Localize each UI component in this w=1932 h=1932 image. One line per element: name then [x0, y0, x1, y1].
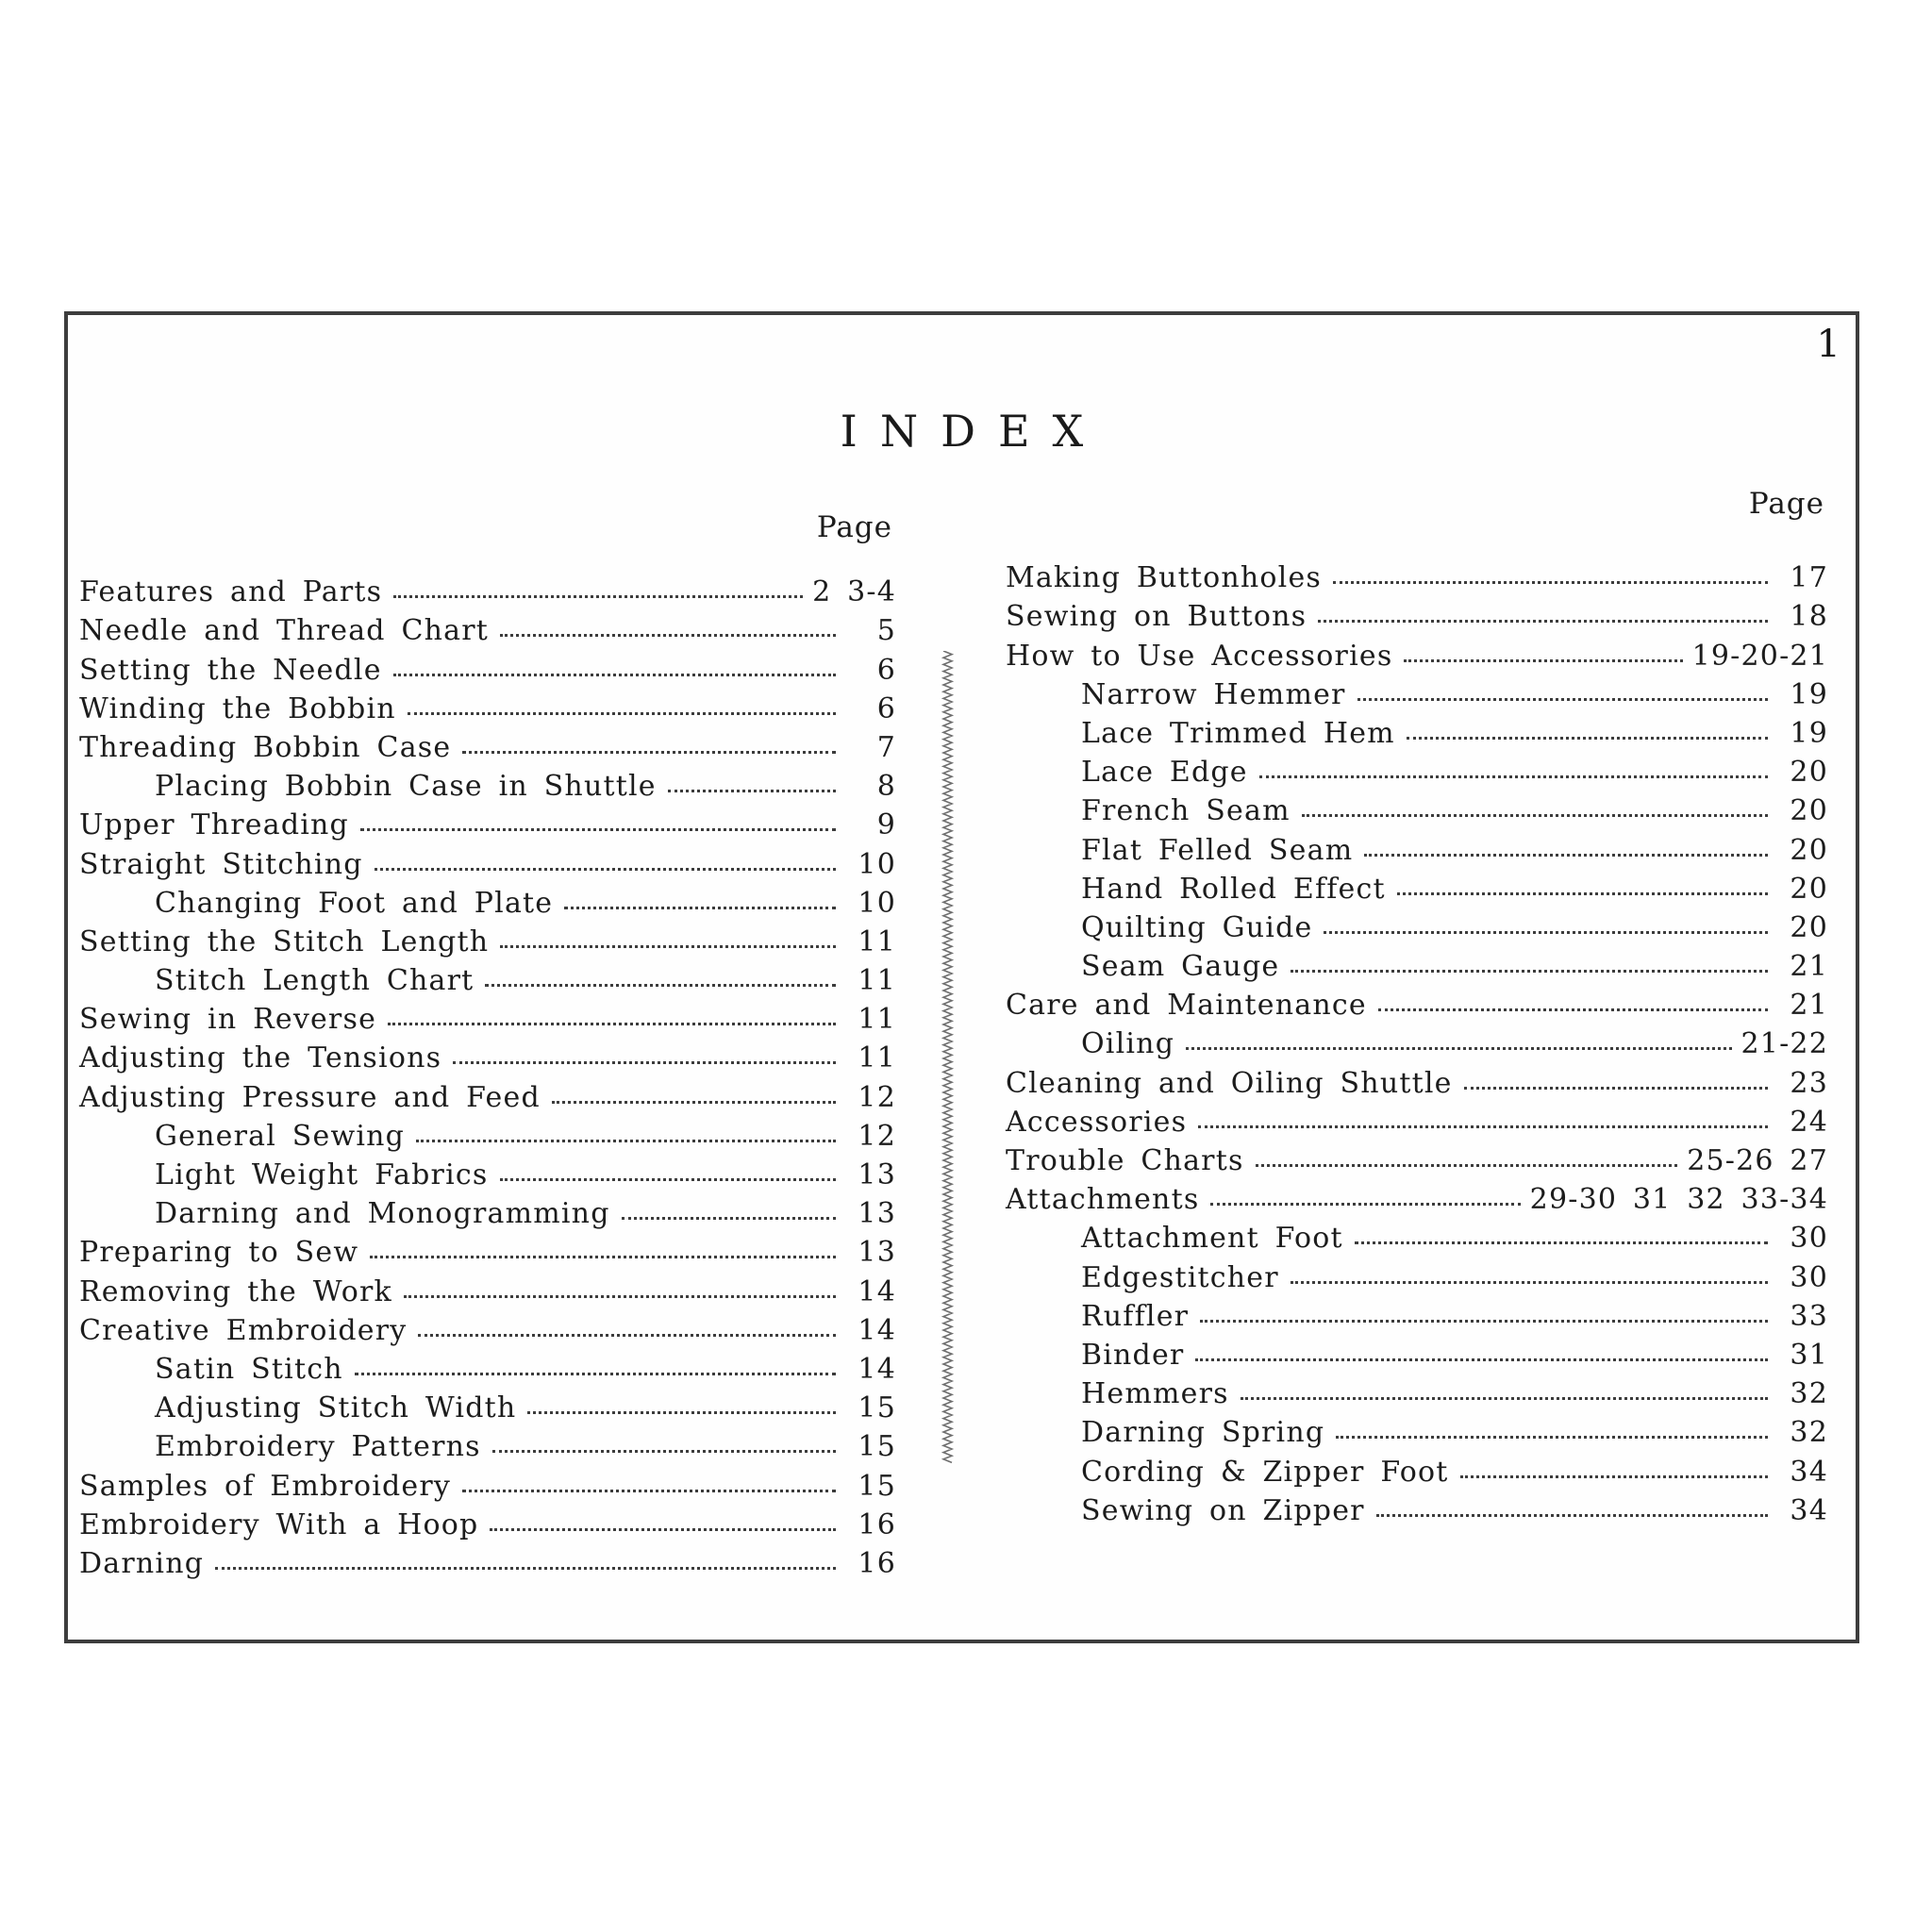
index-entry-row: [79, 1463, 896, 1502]
index-entry-row: [79, 764, 896, 803]
dot-leader: [375, 868, 836, 871]
dot-leader: [462, 751, 836, 754]
dot-leader: [527, 1411, 836, 1414]
dot-leader: [1302, 814, 1768, 817]
dot-leader: [453, 1061, 836, 1064]
column-divider-zigzag-icon: [940, 651, 957, 1466]
index-entry-row: [79, 1308, 896, 1347]
dot-leader: [360, 828, 836, 831]
dot-leader: [408, 712, 836, 715]
entry-page-numbers: 10: [858, 886, 896, 920]
dot-leader: [370, 1256, 836, 1258]
dot-leader: [462, 1490, 836, 1492]
index-entry-row: [79, 1230, 896, 1269]
dot-leader: [485, 984, 836, 987]
entry-label: Placing Bobbin Case in Shuttle: [155, 770, 657, 804]
entry-label: Flat Felled Seam: [1081, 833, 1354, 867]
index-entry-row: [1006, 1255, 1828, 1293]
page-column-header-right: Page: [1748, 487, 1824, 521]
index-entry-row: [1006, 1100, 1828, 1139]
entry-page-numbers: 31: [1790, 1338, 1828, 1372]
dot-leader: [1259, 775, 1768, 778]
entry-label: Creative Embroidery: [79, 1313, 408, 1347]
dot-leader: [552, 1101, 836, 1104]
entry-label: Needle and Thread Chart: [79, 614, 490, 648]
page-number: 1: [1816, 323, 1840, 366]
entry-label: Embroidery Patterns: [155, 1430, 481, 1464]
dot-leader: [393, 674, 836, 676]
index-entry-row: [79, 1114, 896, 1153]
entry-label: Light Weight Fabrics: [155, 1158, 489, 1191]
dot-leader: [1378, 1008, 1768, 1011]
entry-label: Winding the Bobbin: [79, 691, 396, 725]
entry-page-numbers: 17: [1790, 561, 1828, 595]
entries-list-left: [79, 570, 896, 1580]
dot-leader: [500, 1178, 837, 1181]
dot-leader: [1336, 1436, 1768, 1439]
index-entry-row: [79, 687, 896, 725]
index-entry-row: [1006, 1177, 1828, 1216]
dot-leader: [1324, 931, 1768, 934]
entry-page-numbers: 6: [876, 691, 896, 725]
dot-leader: [1364, 854, 1768, 857]
entry-label: Upper Threading: [79, 808, 349, 842]
entry-label: Embroidery With a Hoop: [79, 1507, 479, 1541]
entry-label: Satin Stitch: [155, 1352, 343, 1386]
entries-list-right: [1006, 556, 1828, 1527]
entry-page-numbers: 20: [1790, 833, 1828, 867]
entry-page-numbers: 29-30 31 32 33-34: [1529, 1183, 1828, 1217]
index-entry-row: [1006, 750, 1828, 789]
entry-page-numbers: 32: [1790, 1377, 1828, 1411]
entry-label: Lace Trimmed Hem: [1081, 716, 1395, 750]
dot-leader: [1460, 1475, 1769, 1478]
entry-page-numbers: 16: [858, 1546, 896, 1580]
entry-page-numbers: 7: [876, 730, 896, 764]
entry-page-numbers: 20: [1790, 910, 1828, 944]
index-column-right: [1006, 485, 1828, 1527]
entry-label: Attachment Foot: [1081, 1222, 1343, 1256]
entry-label: Lace Edge: [1081, 756, 1248, 790]
index-entry-row: [79, 647, 896, 686]
index-entry-row: [1006, 1449, 1828, 1488]
dot-leader: [1198, 1125, 1768, 1128]
dot-leader: [492, 1450, 836, 1453]
index-entry-row: [1006, 673, 1828, 711]
dot-leader: [1333, 581, 1768, 584]
entry-label: Darning: [79, 1546, 205, 1580]
entry-page-numbers: 30: [1790, 1222, 1828, 1256]
index-entry-row: [79, 1036, 896, 1074]
dot-leader: [416, 1140, 836, 1142]
dot-leader: [418, 1334, 836, 1337]
entry-label: Sewing on Zipper: [1081, 1493, 1365, 1527]
dot-leader: [1256, 1164, 1678, 1167]
dot-leader: [1200, 1320, 1768, 1323]
entry-page-numbers: 15: [858, 1469, 896, 1503]
index-entry-row: [1006, 867, 1828, 906]
entry-label: Attachments: [1006, 1183, 1200, 1217]
entry-label: Straight Stitching: [79, 847, 363, 881]
entry-label: Binder: [1081, 1338, 1185, 1372]
entry-page-numbers: 21-22: [1740, 1027, 1828, 1061]
entry-page-numbers: 16: [858, 1507, 896, 1541]
entry-label: General Sewing: [155, 1119, 406, 1153]
dot-leader: [1464, 1087, 1768, 1090]
dot-leader: [1186, 1047, 1731, 1050]
dot-leader: [668, 790, 836, 792]
dot-leader: [393, 595, 803, 598]
index-entry-row: [1006, 1372, 1828, 1410]
index-entry-row: [1006, 1410, 1828, 1449]
index-entry-row: [1006, 1489, 1828, 1527]
dot-leader: [1195, 1358, 1768, 1361]
index-entry-row: [79, 1347, 896, 1386]
entry-page-numbers: 13: [858, 1197, 896, 1231]
index-entry-row: [1006, 711, 1828, 750]
index-entry-row: [79, 920, 896, 958]
dot-leader: [500, 945, 836, 948]
index-entry-row: [1006, 556, 1828, 594]
dot-leader: [1397, 892, 1768, 895]
index-entry-row: [1006, 789, 1828, 827]
entry-page-numbers: 15: [858, 1391, 896, 1425]
index-page-frame: [64, 311, 1859, 1643]
entry-label: Cleaning and Oiling Shuttle: [1006, 1066, 1453, 1100]
entry-page-numbers: 34: [1790, 1493, 1828, 1527]
entry-label: Preparing to Sew: [79, 1236, 359, 1270]
index-column-left: [79, 508, 896, 1580]
index-entry-row: [79, 1541, 896, 1580]
dot-leader: [1291, 970, 1768, 973]
entry-label: Darning and Monogramming: [155, 1197, 610, 1231]
index-entry-row: [1006, 983, 1828, 1022]
entry-page-numbers: 9: [876, 808, 896, 842]
dot-leader: [490, 1528, 836, 1531]
entry-page-numbers: 11: [858, 924, 896, 958]
index-entry-row: [79, 1386, 896, 1424]
index-entry-row: [79, 1153, 896, 1191]
entry-page-numbers: 20: [1790, 756, 1828, 790]
zigzag-line: [943, 651, 952, 1462]
dot-leader: [355, 1373, 836, 1375]
entry-label: Darning Spring: [1081, 1416, 1325, 1450]
index-entry-row: [79, 725, 896, 764]
entry-label: Adjusting Pressure and Feed: [79, 1080, 541, 1114]
entry-page-numbers: 20: [1790, 794, 1828, 828]
entry-page-numbers: 11: [858, 1041, 896, 1075]
index-entry-row: [1006, 594, 1828, 633]
entry-label: Edgestitcher: [1081, 1260, 1279, 1294]
entry-label: Quilting Guide: [1081, 910, 1313, 944]
entry-page-numbers: 15: [858, 1430, 896, 1464]
entry-label: Sewing on Buttons: [1006, 600, 1307, 634]
index-entry-row: [1006, 1022, 1828, 1060]
dot-leader: [564, 907, 836, 909]
entry-page-numbers: 14: [858, 1352, 896, 1386]
entry-page-numbers: 5: [876, 614, 896, 648]
entry-page-numbers: 25-26 27: [1687, 1144, 1828, 1177]
entry-page-numbers: 14: [858, 1274, 896, 1308]
index-entry-row: [79, 570, 896, 608]
entry-label: Samples of Embroidery: [79, 1469, 452, 1503]
dot-leader: [404, 1295, 836, 1298]
entry-page-numbers: 34: [1790, 1455, 1828, 1489]
entry-page-numbers: 12: [858, 1080, 896, 1114]
index-entry-row: [79, 881, 896, 920]
entry-page-numbers: 23: [1790, 1066, 1828, 1100]
index-entry-row: [1006, 1060, 1828, 1099]
entry-label: Threading Bobbin Case: [79, 730, 452, 764]
index-entry-row: [79, 958, 896, 997]
entry-label: Stitch Length Chart: [155, 964, 475, 998]
index-entry-row: [1006, 1333, 1828, 1372]
entry-label: Changing Foot and Plate: [155, 886, 554, 920]
dot-leader: [1355, 1241, 1768, 1244]
page-title: INDEX: [840, 406, 1107, 457]
index-entry-row: [1006, 633, 1828, 672]
entry-label: Setting the Needle: [79, 653, 382, 687]
dot-leader: [500, 634, 836, 637]
index-entry-row: [1006, 1216, 1828, 1255]
entry-label: Cording & Zipper Foot: [1081, 1455, 1449, 1489]
entry-label: Trouble Charts: [1006, 1144, 1244, 1177]
dot-leader: [1318, 620, 1768, 623]
entry-label: Features and Parts: [79, 575, 383, 609]
entry-label: Accessories: [1006, 1105, 1188, 1139]
dot-leader: [1357, 698, 1768, 701]
entry-page-numbers: 32: [1790, 1416, 1828, 1450]
index-entry-row: [1006, 1139, 1828, 1177]
entry-label: Making Buttonholes: [1006, 561, 1323, 595]
index-entry-row: [79, 1503, 896, 1541]
dot-leader: [1241, 1397, 1768, 1400]
entry-label: Ruffler: [1081, 1299, 1190, 1333]
entry-page-numbers: 12: [858, 1119, 896, 1153]
index-entry-row: [1006, 827, 1828, 866]
index-entry-row: [79, 1074, 896, 1113]
dot-leader: [1407, 737, 1768, 740]
entry-page-numbers: 33: [1790, 1299, 1828, 1333]
entry-label: Care and Maintenance: [1006, 989, 1367, 1023]
dot-leader: [1404, 659, 1682, 662]
entry-page-numbers: 20: [1790, 872, 1828, 906]
index-entry-row: [1006, 1294, 1828, 1333]
entry-label: Hemmers: [1081, 1377, 1229, 1411]
entry-label: Adjusting the Tensions: [79, 1041, 442, 1075]
page-column-header-left: Page: [816, 510, 892, 544]
entry-page-numbers: 13: [858, 1158, 896, 1191]
entry-label: How to Use Accessories: [1006, 639, 1393, 673]
index-entry-row: [1006, 944, 1828, 983]
entry-label: Hand Rolled Effect: [1081, 872, 1386, 906]
entry-page-numbers: 11: [858, 964, 896, 998]
entry-page-numbers: 24: [1790, 1105, 1828, 1139]
index-entry-row: [1006, 906, 1828, 944]
index-entry-row: [79, 608, 896, 647]
entry-page-numbers: 14: [858, 1313, 896, 1347]
entry-label: Sewing in Reverse: [79, 1003, 377, 1037]
index-entry-row: [79, 1269, 896, 1307]
dot-leader: [1210, 1203, 1520, 1206]
entry-label: Adjusting Stitch Width: [155, 1391, 517, 1425]
entry-page-numbers: 19: [1790, 677, 1828, 711]
entry-page-numbers: 19-20-21: [1691, 639, 1828, 673]
index-entry-row: [79, 1191, 896, 1230]
entry-page-numbers: 13: [858, 1236, 896, 1270]
entry-page-numbers: 21: [1790, 950, 1828, 984]
index-entry-row: [79, 1424, 896, 1463]
entry-label: Seam Gauge: [1081, 950, 1280, 984]
entry-page-numbers: 10: [858, 847, 896, 881]
entry-page-numbers: 6: [876, 653, 896, 687]
entry-label: French Seam: [1081, 794, 1291, 828]
entry-page-numbers: 8: [876, 770, 896, 804]
entry-label: Removing the Work: [79, 1274, 392, 1308]
dot-leader: [215, 1567, 836, 1570]
entry-label: Narrow Hemmer: [1081, 677, 1346, 711]
dot-leader: [622, 1217, 836, 1220]
dot-leader: [1376, 1514, 1768, 1517]
index-entry-row: [79, 997, 896, 1036]
index-entry-row: [79, 803, 896, 841]
entry-label: Setting the Stitch Length: [79, 924, 490, 958]
dot-leader: [388, 1023, 836, 1025]
entry-page-numbers: 19: [1790, 716, 1828, 750]
entry-page-numbers: 30: [1790, 1260, 1828, 1294]
entry-page-numbers: 18: [1790, 600, 1828, 634]
entry-page-numbers: 21: [1790, 989, 1828, 1023]
dot-leader: [1291, 1281, 1768, 1284]
entry-page-numbers: 11: [858, 1003, 896, 1037]
index-entry-row: [79, 841, 896, 880]
entry-label: Oiling: [1081, 1027, 1175, 1061]
entry-page-numbers: 2 3-4: [812, 575, 896, 609]
